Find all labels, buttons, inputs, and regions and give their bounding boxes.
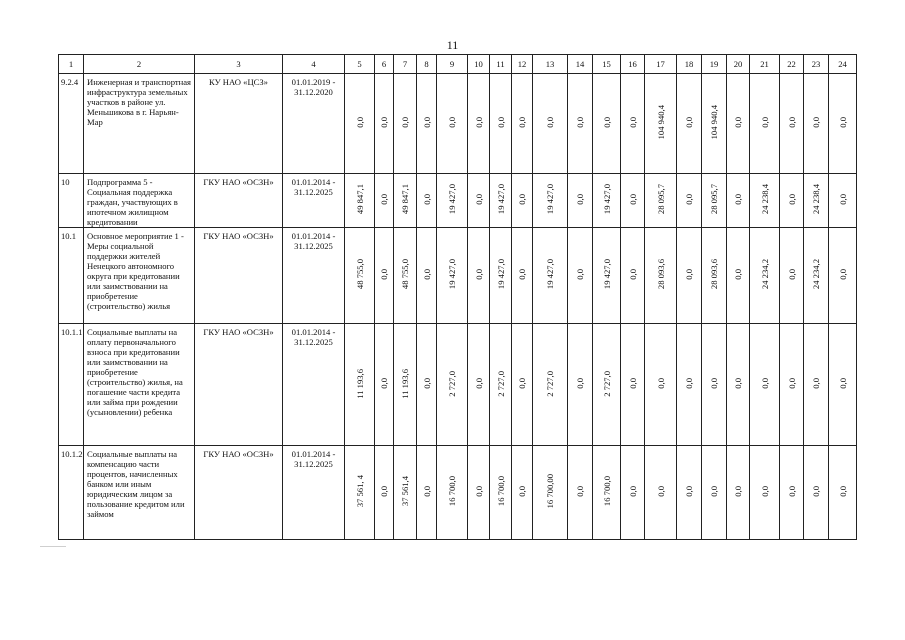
value-text: 0,0 (684, 378, 694, 389)
value-text: 19 427,0 (545, 184, 555, 215)
value-text: 24 234,2 (811, 259, 821, 290)
value-cell (512, 74, 533, 174)
value-text: 2 727,0 (601, 370, 612, 397)
value-cell (727, 74, 750, 174)
value-cell (468, 324, 490, 446)
value-text: 0,0 (837, 269, 848, 280)
value-text: 28 095,7 (655, 184, 666, 215)
value-cell (804, 324, 829, 446)
value-cell (727, 446, 750, 540)
value-cell (593, 228, 621, 324)
value-cell (645, 446, 677, 540)
value-text: 0,0 (733, 486, 743, 497)
value-cell (702, 174, 727, 228)
value-cell (345, 324, 375, 446)
column-number-cell: 10 (468, 55, 490, 74)
value-text: 0,0 (517, 378, 527, 389)
period-cell: 01.01.2014 - 31.12.2025 (283, 446, 345, 540)
value-text: 19 427,0 (545, 259, 555, 290)
value-text: 28 093,6 (709, 259, 719, 290)
value-text: 0,0 (379, 378, 389, 389)
header-row (59, 55, 857, 74)
value-text: 0,0 (447, 117, 457, 128)
value-cell (621, 228, 645, 324)
value-cell (417, 228, 437, 324)
value-text: 37 561, 4 (354, 475, 365, 508)
value-cell (437, 324, 468, 446)
value-cell (780, 74, 804, 174)
value-text: 0,0 (575, 117, 585, 128)
value-cell (568, 174, 593, 228)
column-number-cell: 18 (677, 55, 702, 74)
value-cell (533, 174, 568, 228)
value-cell (804, 174, 829, 228)
value-text: 49 847,1 (400, 184, 410, 215)
value-cell (645, 174, 677, 228)
value-cell (645, 324, 677, 446)
value-cell (375, 74, 394, 174)
value-text: 0,0 (786, 269, 797, 280)
value-text: 0,0 (684, 117, 694, 128)
value-cell (702, 324, 727, 446)
value-text: 0,0 (379, 486, 389, 497)
period-cell: 01.01.2014 - 31.12.2025 (283, 324, 345, 446)
period-cell: 01.01.2019 - 31.12.2020 (283, 74, 345, 174)
value-text: 0,0 (575, 486, 585, 497)
value-cell (512, 446, 533, 540)
column-number-cell: 24 (829, 55, 857, 74)
value-text: 19 427,0 (495, 184, 506, 215)
value-text: 2 727,0 (545, 370, 555, 397)
executor-cell: ГКУ НАО «ОСЗН» (195, 324, 283, 446)
column-number-cell: 23 (804, 55, 829, 74)
value-text: 0,0 (627, 486, 638, 497)
value-text: 0,0 (627, 194, 638, 205)
value-cell (490, 174, 512, 228)
value-cell (829, 74, 857, 174)
value-cell (750, 174, 780, 228)
page-number: 11 (446, 38, 459, 52)
value-cell (568, 228, 593, 324)
value-text: 48 755,0 (400, 259, 410, 290)
value-text: 0,0 (759, 486, 770, 497)
value-text: 0,0 (517, 269, 527, 280)
column-number-cell: 4 (283, 55, 345, 74)
value-cell (468, 446, 490, 540)
period-cell: 01.01.2014 - 31.12.2025 (283, 228, 345, 324)
value-cell (490, 324, 512, 446)
value-cell (568, 446, 593, 540)
value-cell (621, 324, 645, 446)
value-text: 0,0 (684, 269, 694, 280)
period-cell: 01.01.2014 - 31.12.2025 (283, 174, 345, 228)
column-number-cell: 11 (490, 55, 512, 74)
value-text: 0,0 (575, 194, 585, 205)
value-cell (417, 446, 437, 540)
value-text: 0,0 (759, 378, 770, 389)
value-cell (677, 174, 702, 228)
value-cell (533, 446, 568, 540)
value-text: 0,0 (786, 194, 797, 205)
value-text: 0,0 (400, 117, 410, 128)
value-cell (804, 74, 829, 174)
value-cell (468, 74, 490, 174)
value-cell (750, 228, 780, 324)
value-text: 0,0 (655, 378, 666, 389)
value-cell (345, 228, 375, 324)
value-cell (804, 446, 829, 540)
value-text: 0,0 (811, 117, 821, 128)
value-text: 0,0 (709, 378, 719, 389)
executor-cell: ГКУ НАО «ОСЗН» (195, 228, 283, 324)
value-text: 0,0 (811, 378, 821, 389)
value-text: 0,0 (733, 378, 743, 389)
value-text: 0,0 (837, 194, 848, 205)
value-cell (417, 174, 437, 228)
value-text: 16 700,0 (495, 476, 506, 507)
value-cell (780, 174, 804, 228)
column-number-cell: 6 (375, 55, 394, 74)
value-text: 0,0 (421, 194, 432, 205)
value-cell (468, 228, 490, 324)
margin-mark (40, 546, 66, 547)
value-cell (345, 74, 375, 174)
value-text: 0,0 (517, 117, 527, 128)
value-cell (645, 228, 677, 324)
value-text: 49 847,1 (354, 184, 365, 215)
column-number-cell: 12 (512, 55, 533, 74)
value-cell (829, 324, 857, 446)
value-text: 0,0 (421, 269, 432, 280)
value-text: 0,0 (786, 378, 797, 389)
table-row (59, 74, 857, 174)
value-text: 16 700,00 (545, 474, 555, 509)
value-cell (375, 228, 394, 324)
value-text: 19 427,0 (601, 184, 612, 215)
value-text: 0,0 (733, 117, 743, 128)
value-text: 0,0 (354, 117, 365, 128)
value-cell (593, 74, 621, 174)
value-cell (829, 174, 857, 228)
value-cell (533, 74, 568, 174)
value-cell (750, 446, 780, 540)
value-text: 0,0 (473, 269, 484, 280)
value-cell (750, 324, 780, 446)
row-number-cell: 10.1 (59, 228, 84, 324)
value-cell (512, 228, 533, 324)
value-text: 0,0 (545, 117, 555, 128)
column-number-cell: 21 (750, 55, 780, 74)
value-cell (593, 174, 621, 228)
value-text: 0,0 (655, 486, 666, 497)
value-cell (677, 228, 702, 324)
value-text: 0,0 (759, 117, 770, 128)
value-text: 28 093,6 (655, 259, 666, 290)
value-text: 24 238,4 (759, 184, 770, 215)
value-text: 0,0 (837, 378, 848, 389)
column-number-cell: 19 (702, 55, 727, 74)
value-text: 0,0 (421, 117, 432, 128)
executor-cell: ГКУ НАО «ОСЗН» (195, 174, 283, 228)
value-text: 24 234,2 (759, 259, 770, 290)
value-cell (702, 228, 727, 324)
table-row (59, 446, 857, 540)
value-text: 0,0 (517, 194, 527, 205)
value-cell (621, 446, 645, 540)
value-cell (780, 228, 804, 324)
value-text: 19 427,0 (495, 259, 506, 290)
value-cell (702, 446, 727, 540)
value-cell (829, 228, 857, 324)
value-cell (568, 74, 593, 174)
value-cell (375, 324, 394, 446)
value-text: 0,0 (627, 117, 638, 128)
value-text: 48 755,0 (354, 259, 365, 290)
value-text: 0,0 (733, 194, 743, 205)
value-text: 0,0 (517, 486, 527, 497)
value-cell (727, 228, 750, 324)
value-text: 2 727,0 (495, 370, 506, 397)
value-text: 0,0 (575, 269, 585, 280)
value-cell (468, 174, 490, 228)
measure-name-cell: Подпрограмма 5 - Социальная поддержка граждан, участвующих в ипотечном жилищном кредитовании (84, 174, 195, 228)
value-text: 0,0 (627, 269, 638, 280)
budget-table (58, 54, 857, 540)
value-text: 0,0 (379, 269, 389, 280)
column-number-cell: 9 (437, 55, 468, 74)
value-cell (437, 446, 468, 540)
value-text: 0,0 (786, 117, 797, 128)
value-text: 2 727,0 (447, 370, 457, 397)
value-cell (375, 446, 394, 540)
value-cell (437, 74, 468, 174)
column-number-cell: 2 (84, 55, 195, 74)
value-cell (394, 174, 417, 228)
value-text: 0,0 (379, 117, 389, 128)
value-text: 37 561,4 (400, 476, 410, 507)
value-cell (375, 174, 394, 228)
column-number-cell: 13 (533, 55, 568, 74)
column-number-cell: 16 (621, 55, 645, 74)
measure-name-cell: Социальные выплаты на компенсацию части процентов, начисленных банком или иным юридическим лицом за пользование кредитом или займом (84, 446, 195, 540)
value-cell (593, 324, 621, 446)
value-text: 0,0 (601, 117, 612, 128)
column-number-cell: 3 (195, 55, 283, 74)
value-text: 0,0 (684, 194, 694, 205)
value-text: 19 427,0 (447, 259, 457, 290)
row-number-cell: 9.2.4 (59, 74, 84, 174)
value-text: 104 940,4 (709, 105, 719, 140)
column-number-cell: 22 (780, 55, 804, 74)
value-text: 104 940,4 (655, 105, 666, 140)
executor-cell: ГКУ НАО «ОСЗН» (195, 446, 283, 540)
value-cell (512, 174, 533, 228)
value-text: 0,0 (495, 117, 506, 128)
value-cell (490, 74, 512, 174)
value-cell (593, 446, 621, 540)
column-number-cell: 20 (727, 55, 750, 74)
value-text: 19 427,0 (447, 184, 457, 215)
value-text: 0,0 (837, 117, 848, 128)
value-cell (394, 324, 417, 446)
value-cell (394, 446, 417, 540)
row-number-cell: 10.1.1 (59, 324, 84, 446)
value-cell (621, 174, 645, 228)
column-number-cell: 7 (394, 55, 417, 74)
value-cell (677, 74, 702, 174)
value-cell (677, 446, 702, 540)
value-cell (490, 446, 512, 540)
value-cell (394, 74, 417, 174)
measure-name-cell: Социальные выплаты на оплату первоначального взноса при кредитовании или заимствовании на приобретение (строительство) жилья, на погашение части кредита или займа при рождении (усыновлении) ребенка (84, 324, 195, 446)
value-text: 0,0 (473, 378, 484, 389)
value-cell (780, 324, 804, 446)
executor-cell: КУ НАО «ЦСЗ» (195, 74, 283, 174)
table-row (59, 174, 857, 228)
value-cell (727, 174, 750, 228)
value-cell (512, 324, 533, 446)
value-cell (533, 228, 568, 324)
column-number-cell: 1 (59, 55, 84, 74)
row-number-cell: 10 (59, 174, 84, 228)
value-text: 0,0 (379, 194, 389, 205)
value-cell (702, 74, 727, 174)
column-number-cell: 8 (417, 55, 437, 74)
value-cell (829, 446, 857, 540)
value-cell (345, 446, 375, 540)
value-text: 0,0 (575, 378, 585, 389)
value-cell (490, 228, 512, 324)
value-text: 16 700,0 (601, 476, 612, 507)
value-text: 0,0 (421, 378, 432, 389)
value-text: 0,0 (733, 269, 743, 280)
table-body (59, 55, 857, 540)
value-text: 0,0 (421, 486, 432, 497)
value-cell (621, 74, 645, 174)
table-row (59, 324, 857, 446)
value-cell (417, 74, 437, 174)
value-text: 0,0 (786, 486, 797, 497)
value-cell (568, 324, 593, 446)
value-text: 0,0 (811, 486, 821, 497)
value-text: 0,0 (627, 378, 638, 389)
value-text: 0,0 (473, 117, 484, 128)
value-cell (437, 228, 468, 324)
value-cell (727, 324, 750, 446)
value-text: 0,0 (684, 486, 694, 497)
value-text: 19 427,0 (601, 259, 612, 290)
value-cell (394, 228, 417, 324)
column-number-cell: 15 (593, 55, 621, 74)
column-number-cell: 17 (645, 55, 677, 74)
value-cell (417, 324, 437, 446)
value-text: 11 193,6 (400, 368, 410, 399)
value-cell (780, 446, 804, 540)
value-cell (533, 324, 568, 446)
column-number-cell: 14 (568, 55, 593, 74)
row-number-cell: 10.1.2 (59, 446, 84, 540)
value-text: 0,0 (837, 486, 848, 497)
value-cell (645, 74, 677, 174)
measure-name-cell: Основное мероприятие 1 - Меры социальной поддержки жителей Ненецкого автономного округа при кредитовании или заимствовании на приобретение (строительство) жилья (84, 228, 195, 324)
value-text: 24 238,4 (811, 184, 821, 215)
table-row (59, 228, 857, 324)
value-text: 11 193,6 (354, 368, 365, 399)
value-text: 0,0 (473, 194, 484, 205)
value-cell (345, 174, 375, 228)
value-cell (437, 174, 468, 228)
column-number-cell: 5 (345, 55, 375, 74)
value-cell (677, 324, 702, 446)
value-cell (750, 74, 780, 174)
value-text: 16 700,0 (447, 476, 457, 507)
value-text: 0,0 (473, 486, 484, 497)
value-text: 28 095,7 (709, 184, 719, 215)
measure-name-cell: Инженерная и транспортная инфраструктура земельных участков в районе ул. Меньшикова в г. Нарьян-Мар (84, 74, 195, 174)
value-text: 0,0 (709, 486, 719, 497)
value-cell (804, 228, 829, 324)
